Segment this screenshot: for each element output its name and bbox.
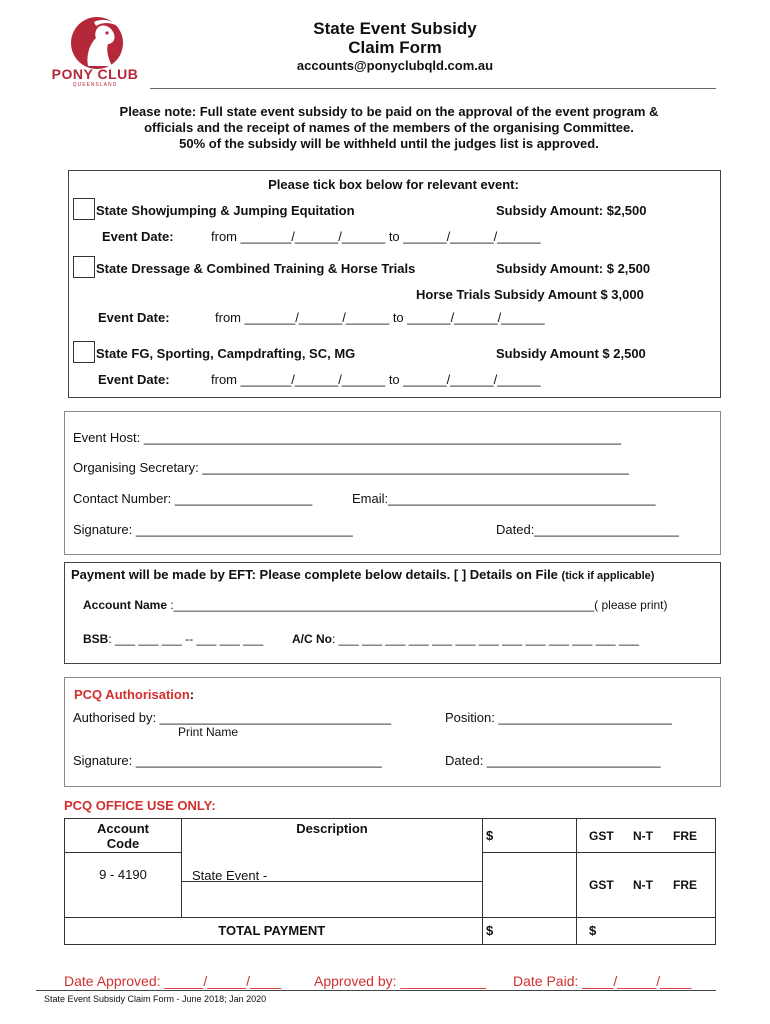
contact-signature-field[interactable]: Signature: ______________________________ xyxy=(73,522,353,537)
event-name-fg-sporting: State FG, Sporting, Campdrafting, SC, MG xyxy=(96,346,356,361)
nt-label: N-T xyxy=(633,828,653,843)
event-checkbox-fg-sporting[interactable] xyxy=(73,341,95,363)
total-amount-cell[interactable] xyxy=(483,917,577,944)
title-line-2: Claim Form xyxy=(348,38,442,57)
event-host-field[interactable]: Event Host: __________________________________________________________________ xyxy=(73,430,621,445)
fre-label: FRE xyxy=(673,828,697,843)
description-divider xyxy=(182,881,482,882)
description-header xyxy=(182,819,483,853)
header-email: accounts@ponyclubqld.com.au xyxy=(296,58,494,73)
event-name-dressage: State Dressage & Combined Training & Horse Trials xyxy=(96,261,416,276)
bsb-line: : ___ ___ ___ -- ___ ___ ___ xyxy=(108,632,264,646)
form-title xyxy=(230,19,560,57)
office-use-table xyxy=(64,818,716,945)
tax-header xyxy=(577,819,716,853)
account-code-header xyxy=(65,819,182,853)
approved-by-field[interactable]: Approved by: ___________ xyxy=(314,973,487,989)
contact-email-field[interactable]: Email:_____________________________________ xyxy=(352,491,656,506)
horse-head-icon xyxy=(50,14,140,70)
total-tax-cell[interactable] xyxy=(577,917,716,944)
event-date-label: Event Date: xyxy=(98,372,170,387)
horse-trials-amount: Horse Trials Subsidy Amount $ 3,000 xyxy=(416,287,644,302)
event-date-field-showjumping[interactable]: from _______/______/______ to ______/______/______ xyxy=(211,229,541,244)
amount-cell[interactable] xyxy=(483,853,577,918)
account-code-header-text: Account Code xyxy=(97,821,149,851)
logo-subtext: QUEENSLAND xyxy=(72,82,118,88)
total-dollar-label-2: $ xyxy=(589,923,597,938)
tax-cell xyxy=(577,853,716,918)
authorisation-dated-field[interactable]: Dated: ________________________ xyxy=(445,753,661,768)
contact-number-field[interactable]: Contact Number: ___________________ xyxy=(73,491,313,506)
amount-header-text: $ xyxy=(486,828,494,843)
nt-label: N-T xyxy=(633,877,653,892)
event-amount-dressage: Subsidy Amount: $ 2,500 xyxy=(496,261,651,276)
fre-label: FRE xyxy=(673,877,697,892)
note-line-1: Please note: Full state event subsidy to be paid on the approval of the event program & xyxy=(119,104,659,119)
event-date-field-fg-sporting[interactable]: from _______/______/______ to ______/______/______ xyxy=(211,372,541,387)
authorisation-signature-field[interactable]: Signature: __________________________________ xyxy=(73,753,382,768)
event-amount-fg-sporting: Subsidy Amount $ 2,500 xyxy=(496,346,646,361)
ac-no-label: A/C No xyxy=(292,632,332,646)
title-line-1: State Event Subsidy xyxy=(313,19,477,38)
authorisation-heading-colon: : xyxy=(189,687,195,702)
footer-divider xyxy=(36,990,716,991)
header-divider xyxy=(150,88,716,89)
event-amount-showjumping: Subsidy Amount: $2,500 xyxy=(496,203,647,218)
pony-club-logo xyxy=(50,14,140,90)
logo-text: PONY CLUB xyxy=(51,66,139,82)
organising-secretary-field[interactable]: Organising Secretary: ___________________________________________________________ xyxy=(73,460,629,475)
event-date-label: Event Date: xyxy=(98,310,170,325)
event-date-label: Event Date: xyxy=(102,229,174,244)
total-spacer-cell xyxy=(65,917,182,944)
ac-no-line: : ___ ___ ___ ___ ___ ___ ___ ___ ___ ___ ___ ___ ___ xyxy=(332,632,639,646)
office-use-heading: PCQ OFFICE USE ONLY: xyxy=(64,798,216,813)
payment-heading-text: Payment will be made by EFT: Please complete below details. [ ] Details on File xyxy=(71,567,558,582)
total-dollar-label: $ xyxy=(486,923,494,938)
account-name-line: :_______________________________________________________________( please print) xyxy=(167,598,668,612)
date-paid-field[interactable]: Date Paid: ____/_____/____ xyxy=(513,973,692,989)
account-number-field[interactable] xyxy=(292,632,639,646)
description-value: State Event - xyxy=(192,867,268,883)
amount-header xyxy=(483,819,577,853)
position-field[interactable]: Position: ________________________ xyxy=(445,710,672,725)
gst-label: GST xyxy=(589,877,614,892)
payment-heading xyxy=(71,567,654,582)
events-heading: Please tick box below for relevant event: xyxy=(268,177,519,192)
event-checkbox-showjumping[interactable] xyxy=(73,198,95,220)
print-name-label: Print Name xyxy=(178,725,239,739)
event-date-field-dressage[interactable]: from _______/______/______ to ______/______/______ xyxy=(215,310,545,325)
total-payment-label: TOTAL PAYMENT xyxy=(218,923,326,938)
contact-dated-field[interactable]: Dated:____________________ xyxy=(496,522,679,537)
total-label-cell xyxy=(182,917,483,944)
account-code-cell[interactable] xyxy=(65,853,182,918)
authorisation-heading xyxy=(74,687,194,702)
authorised-by-field[interactable]: Authorised by: ________________________________ xyxy=(73,710,392,725)
description-cell[interactable] xyxy=(182,853,483,918)
form-version: State Event Subsidy Claim Form - June 2018; Jan 2020 xyxy=(44,994,267,1004)
bsb-label: BSB xyxy=(83,632,109,646)
payment-heading-note: (tick if applicable) xyxy=(561,570,655,582)
bsb-field[interactable] xyxy=(83,632,263,646)
event-name-showjumping: State Showjumping & Jumping Equitation xyxy=(96,203,355,218)
note-line-3: 50% of the subsidy will be withheld until the judges list is approved. xyxy=(179,136,599,151)
date-approved-field[interactable]: Date Approved: _____/_____/____ xyxy=(64,973,282,989)
description-header-text: Description xyxy=(296,821,368,836)
authorisation-heading-text: PCQ Authorisation xyxy=(74,687,190,702)
account-name-field[interactable] xyxy=(83,598,668,612)
gst-label: GST xyxy=(589,828,614,843)
account-name-label: Account Name xyxy=(83,598,168,612)
note-line-2: officials and the receipt of names of the members of the organising Committee. xyxy=(144,120,634,135)
subsidy-note xyxy=(64,104,714,152)
event-checkbox-dressage[interactable] xyxy=(73,256,95,278)
account-code-value: 9 - 4190 xyxy=(99,867,147,882)
